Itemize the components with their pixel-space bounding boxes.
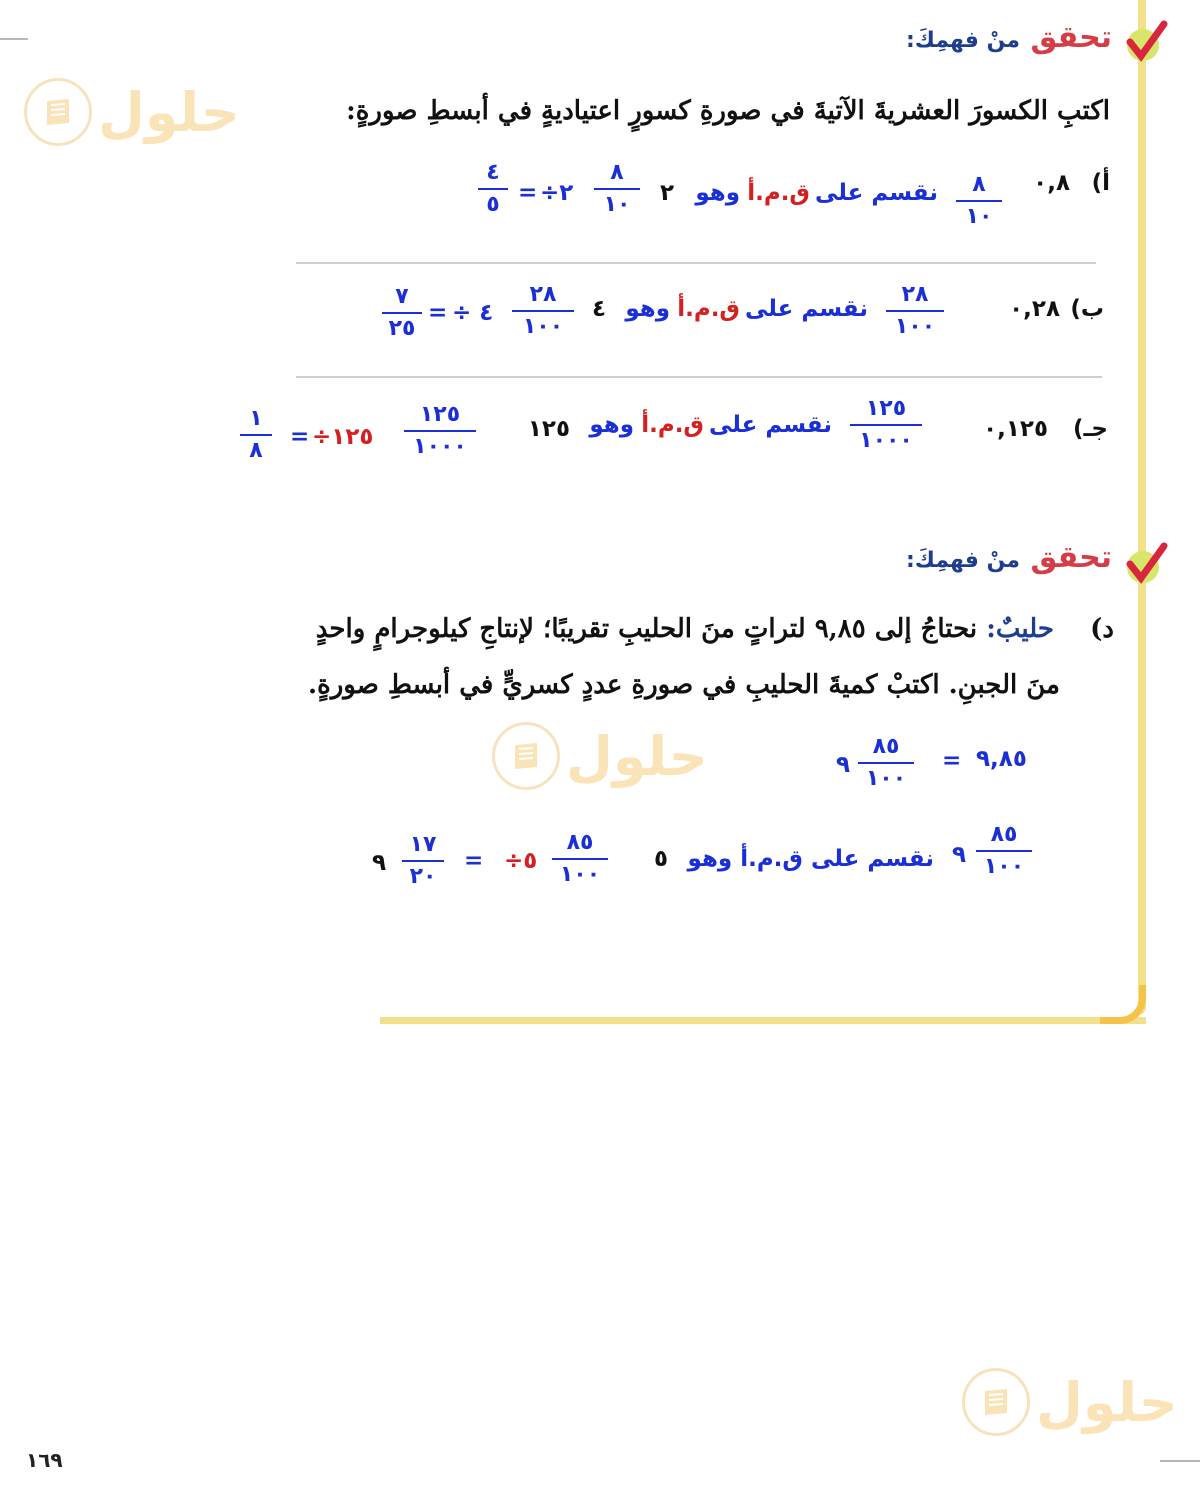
operation: ÷ ٤ xyxy=(452,300,494,326)
denominator: ١٠٠ xyxy=(983,854,1025,879)
which-text: وهو xyxy=(695,180,740,206)
divider xyxy=(296,376,1102,378)
operation: ÷٢ xyxy=(540,180,574,206)
fraction xyxy=(976,822,1032,880)
operation: ÷١٢٥ xyxy=(312,424,374,450)
gcf-value: ٥ xyxy=(654,846,669,872)
fraction xyxy=(886,282,944,340)
result-fraction xyxy=(402,832,444,890)
item-label: ب) xyxy=(1070,296,1104,322)
decimal-value: ٠,٨ xyxy=(1033,170,1070,196)
result-fraction xyxy=(240,406,272,464)
gcf-value: ٤ xyxy=(591,296,606,322)
divide-text: نقسم على xyxy=(814,180,938,206)
problem-keyword: حليبٌ: xyxy=(986,614,1054,644)
heading-sub: منْ فهمِكَ: xyxy=(905,548,1021,573)
denominator: ١٠٠٠ xyxy=(413,434,467,459)
operation: ÷٥ xyxy=(504,848,538,874)
checkmark-icon xyxy=(1122,540,1168,586)
checkmark-icon xyxy=(1122,18,1168,64)
watermark-text: حلول xyxy=(1036,1370,1178,1434)
numerator: ٨٥ xyxy=(872,734,900,759)
numerator: ٤ xyxy=(486,160,500,185)
denominator: ١٠٠ xyxy=(559,862,601,887)
equals-sign: = xyxy=(518,180,538,206)
book-icon xyxy=(962,1368,1030,1436)
equals-sign: = xyxy=(942,748,962,774)
fraction xyxy=(404,402,476,460)
gcf-label: ق.م.أ xyxy=(677,296,740,322)
fraction xyxy=(850,396,922,454)
result-fraction xyxy=(478,160,508,218)
numerator: ٨ xyxy=(972,172,986,197)
section-heading xyxy=(906,540,1112,575)
numerator: ١٢٥ xyxy=(865,396,907,421)
book-icon xyxy=(492,722,560,790)
denominator: ١٠٠ xyxy=(865,766,907,791)
gcf-label: ق.م.أ xyxy=(641,412,704,438)
problem-text-1: نحتاجُ إلى ٩,٨٥ لتراتٍ منَ الحليبِ تقريبًا؛ لإنتاجِ كيلوجرامٍ واحدٍ xyxy=(315,614,978,644)
denominator: ١٠٠٠ xyxy=(859,428,913,453)
decimal-value: ٠,٢٨ xyxy=(1009,296,1060,322)
numerator: ١٢٥ xyxy=(419,402,461,427)
gcf-label: ق.م.أ xyxy=(747,180,810,206)
decimal-value: ٠,١٢٥ xyxy=(983,416,1048,442)
denominator: ١٠٠ xyxy=(522,314,564,339)
heading-title: تحقق xyxy=(1030,540,1112,575)
item-label: جـ) xyxy=(1073,416,1108,442)
watermark-text: حلول xyxy=(566,724,708,788)
decimal-value: ٩,٨٥ xyxy=(976,746,1027,772)
watermark-logo xyxy=(962,1368,1178,1436)
watermark-logo xyxy=(24,78,240,146)
item-label: د) xyxy=(1090,614,1114,644)
watermark-text: حلول xyxy=(98,80,240,144)
equals-sign: = xyxy=(290,424,310,450)
result-fraction xyxy=(382,284,422,342)
fraction xyxy=(512,282,574,340)
bottom-right-rule xyxy=(1160,1460,1200,1462)
numerator: ١ xyxy=(249,406,263,431)
equals-sign: = xyxy=(464,848,484,874)
fraction xyxy=(858,734,914,792)
problem-line-1 xyxy=(316,614,1114,644)
divide-text: نقسم على xyxy=(708,412,832,438)
heading-sub: منْ فهمِكَ: xyxy=(905,28,1021,53)
gcf-value: ١٢٥ xyxy=(527,416,570,442)
fraction xyxy=(594,160,640,218)
which-text: وهو xyxy=(589,412,634,438)
denominator: ٨ xyxy=(249,438,263,463)
gcf-value: ٢ xyxy=(659,180,674,206)
denominator: ٢٥ xyxy=(388,316,416,341)
which-text: وهو xyxy=(625,296,670,322)
numerator: ١٧ xyxy=(409,832,437,857)
item-label: أ) xyxy=(1091,170,1110,196)
numerator: ٨٥ xyxy=(566,830,594,855)
whole-number: ٩ xyxy=(372,850,387,876)
numerator: ٢٨ xyxy=(529,282,557,307)
heading-title: تحقق xyxy=(1030,20,1112,55)
denominator: ١٠ xyxy=(965,204,993,229)
denominator: ١٠٠ xyxy=(894,314,936,339)
problem-text-2: منَ الجبنِ. اكتبْ كميةَ الحليبِ في صورةِ عددٍ كسريٍّ في أبسطِ صورةٍ. xyxy=(308,670,1060,700)
top-left-rule xyxy=(0,38,28,40)
divide-text: نقسم على ق.م.أ وهو xyxy=(687,846,934,872)
whole-number: ٩ xyxy=(952,842,967,868)
whole-number: ٩ xyxy=(836,752,851,778)
denominator: ٢٠ xyxy=(409,864,437,889)
numerator: ٨٥ xyxy=(990,822,1018,847)
fraction xyxy=(552,830,608,888)
numerator: ٨ xyxy=(610,160,624,185)
fraction xyxy=(956,172,1002,230)
numerator: ٧ xyxy=(395,284,409,309)
section-heading xyxy=(906,20,1112,55)
frame-right-border xyxy=(1138,0,1146,1015)
divider xyxy=(296,262,1096,264)
book-icon xyxy=(24,78,92,146)
page-number: ١٦٩ xyxy=(26,1448,63,1472)
divide-text: نقسم على xyxy=(744,296,868,322)
denominator: ١٠ xyxy=(603,192,631,217)
denominator: ٥ xyxy=(486,192,500,217)
frame-bottom-border xyxy=(380,1017,1146,1024)
numerator: ٢٨ xyxy=(901,282,929,307)
instruction-text: اكتبِ الكسورَ العشريةَ الآتيةَ في صورةِ كسورٍ اعتياديةٍ في أبسطِ صورةٍ: xyxy=(346,96,1110,126)
equals-sign: = xyxy=(428,300,448,326)
watermark-logo xyxy=(492,722,708,790)
